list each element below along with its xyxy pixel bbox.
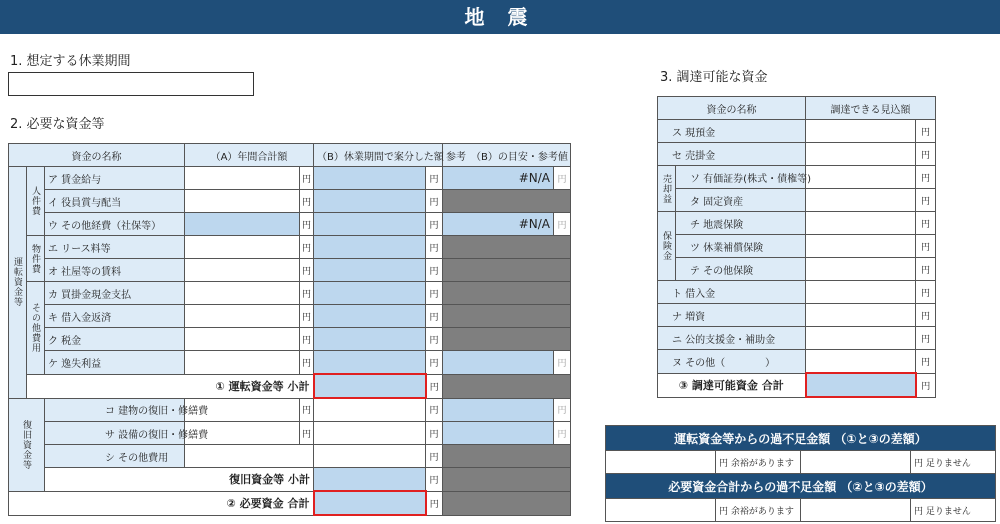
amount-input[interactable] <box>806 304 916 327</box>
amount-input[interactable] <box>806 235 916 258</box>
group-recovery: 復旧資金等 <box>9 398 45 491</box>
yen-unit: 円 <box>300 398 314 422</box>
prorated-cell <box>314 213 426 236</box>
operating-subtotal-value <box>314 374 426 398</box>
required-funds-table <box>8 143 571 516</box>
row-label: ア 賃金給与 <box>45 167 185 190</box>
amount-input[interactable] <box>806 281 916 304</box>
row-label: テ その他保険 <box>676 258 806 281</box>
row-label: ナ 増資 <box>658 304 806 327</box>
row-label: オ 社屋等の賃料 <box>45 259 185 282</box>
disabled-cell <box>443 445 571 468</box>
header-annual: （A）年間合計額 <box>185 144 314 167</box>
available-total-value <box>806 373 916 397</box>
row-label: ス 現預金 <box>658 120 806 143</box>
yen-unit: 円 <box>300 236 314 259</box>
yen-unit: 円 <box>300 259 314 282</box>
prorated-cell <box>314 282 426 305</box>
amount-input[interactable] <box>806 350 916 374</box>
row-label: コ 建物の復旧・修繕費 <box>45 398 185 422</box>
surplus-value <box>606 451 716 474</box>
yen-unit: 円 <box>916 120 936 143</box>
row-label: カ 買掛金現金支払 <box>45 282 185 305</box>
yen-unit: 円 <box>554 167 571 190</box>
prorated-cell <box>314 259 426 282</box>
yen-unit: 円 <box>916 350 936 374</box>
yen-unit: 円 <box>916 189 936 212</box>
yen-unit: 円 <box>426 468 443 492</box>
yen-unit: 円 <box>426 305 443 328</box>
row-label: サ 設備の復旧・修繕費 <box>45 422 185 445</box>
prorated-cell <box>314 351 426 375</box>
yen-unit: 円 <box>426 167 443 190</box>
row-label: ク 税金 <box>45 328 185 351</box>
row-label: シ その他費用 <box>45 445 185 468</box>
row-label: ト 借入金 <box>658 281 806 304</box>
prorated-cell <box>314 236 426 259</box>
header-amount: 調達できる見込額 <box>806 97 936 120</box>
group-other-costs: その他費用 <box>27 282 45 375</box>
yen-unit: 円 <box>916 281 936 304</box>
annual-input[interactable] <box>185 305 300 328</box>
yen-unit: 円 <box>300 213 314 236</box>
closure-period-input[interactable] <box>8 72 254 96</box>
yen-unit: 円 <box>426 398 443 422</box>
group-operating: 運転資金等 <box>9 167 27 399</box>
yen-unit: 円 <box>426 422 443 445</box>
group-personnel: 人件費 <box>27 167 45 236</box>
yen-unit: 円 <box>426 351 443 375</box>
yen-unit: 円 <box>554 422 571 445</box>
row-label: ツ 休業補償保険 <box>676 235 806 258</box>
row-label: ソ 有価証券(株式・債権等) <box>676 166 806 189</box>
shortage-label: 円 足りません <box>911 451 996 474</box>
disabled-cell <box>443 236 571 259</box>
section-2-title: 2. 必要な資金等 <box>10 117 105 132</box>
reference-value <box>443 422 554 445</box>
recovery-subtotal-label: 復旧資金等 小計 <box>45 468 314 492</box>
available-funds-table <box>657 96 936 398</box>
blank-cell <box>185 445 314 468</box>
prorated-cell <box>314 305 426 328</box>
header-name: 資金の名称 <box>658 97 806 120</box>
annual-input[interactable] <box>185 167 300 190</box>
disabled-cell <box>443 259 571 282</box>
prorated-input[interactable] <box>314 445 426 468</box>
row-label: ニ 公的支援金・補助金 <box>658 327 806 350</box>
yen-unit: 円 <box>300 422 314 445</box>
diff-title-operating: 運転資金等からの過不足金額 （①と③の差額） <box>606 426 996 451</box>
disabled-cell <box>443 468 571 492</box>
amount-input[interactable] <box>806 212 916 235</box>
recovery-subtotal-value <box>314 468 426 492</box>
row-label: キ 借入金返済 <box>45 305 185 328</box>
shortage-value <box>801 499 911 522</box>
annual-input[interactable] <box>185 190 300 213</box>
row-label: ヌ その他（ ） <box>658 350 806 374</box>
annual-input[interactable] <box>185 351 300 375</box>
surplus-label: 円 余裕があります <box>716 499 801 522</box>
section-1-title: 1. 想定する休業期間 <box>10 54 131 69</box>
row-label: ウ その他経費（社保等） <box>45 213 185 236</box>
shortage-value <box>801 451 911 474</box>
header-name: 資金の名称 <box>9 144 185 167</box>
amount-input[interactable] <box>806 189 916 212</box>
yen-unit: 円 <box>426 282 443 305</box>
annual-input[interactable] <box>185 328 300 351</box>
prorated-cell <box>314 190 426 213</box>
prorated-cell <box>314 328 426 351</box>
yen-unit: 円 <box>426 374 443 398</box>
group-property: 物件費 <box>27 236 45 282</box>
banner-title: 地 震 <box>0 0 1000 34</box>
yen-unit: 円 <box>916 143 936 166</box>
amount-input[interactable] <box>806 166 916 189</box>
yen-unit: 円 <box>916 258 936 281</box>
reference-value <box>443 398 554 422</box>
yen-unit: 円 <box>426 328 443 351</box>
yen-unit: 円 <box>426 213 443 236</box>
annual-input[interactable] <box>185 213 300 236</box>
surplus-label: 円 余裕があります <box>716 451 801 474</box>
required-total-value <box>314 491 426 515</box>
yen-unit: 円 <box>426 445 443 468</box>
yen-unit: 円 <box>554 351 571 375</box>
prorated-cell <box>314 167 426 190</box>
section-3-title: 3. 調達可能な資金 <box>660 70 768 85</box>
amount-input[interactable] <box>806 143 916 166</box>
annual-input[interactable] <box>185 282 300 305</box>
yen-unit: 円 <box>300 167 314 190</box>
row-label: チ 地震保険 <box>676 212 806 235</box>
disabled-cell <box>443 491 571 515</box>
header-prorated: （B）休業期間で案分した額 <box>314 144 443 167</box>
yen-unit: 円 <box>916 166 936 189</box>
difference-table <box>605 425 996 522</box>
yen-unit: 円 <box>554 398 571 422</box>
yen-unit: 円 <box>916 304 936 327</box>
yen-unit: 円 <box>300 351 314 375</box>
available-total-label: ③ 調達可能資金 合計 <box>658 373 806 397</box>
reference-value: #N/A <box>443 213 554 236</box>
annual-input[interactable] <box>185 259 300 282</box>
yen-unit: 円 <box>916 235 936 258</box>
group-insurance: 保険金 <box>658 212 676 281</box>
diff-title-required: 必要資金合計からの過不足金額 （②と③の差額） <box>606 474 996 499</box>
yen-unit: 円 <box>426 190 443 213</box>
surplus-value <box>606 499 716 522</box>
disabled-cell <box>443 190 571 213</box>
disabled-cell <box>443 328 571 351</box>
yen-unit: 円 <box>300 305 314 328</box>
yen-unit: 円 <box>300 282 314 305</box>
yen-unit: 円 <box>916 373 936 397</box>
yen-unit: 円 <box>916 212 936 235</box>
required-total-label: ② 必要資金 合計 <box>9 491 314 515</box>
annual-input[interactable] <box>185 236 300 259</box>
yen-unit: 円 <box>426 491 443 515</box>
operating-subtotal-label: ① 運転資金等 小計 <box>27 374 314 398</box>
header-reference: 参考 （B）の目安・参考値 <box>443 144 571 167</box>
shortage-label: 円 足りません <box>911 499 996 522</box>
row-label: セ 売掛金 <box>658 143 806 166</box>
yen-unit: 円 <box>300 328 314 351</box>
amount-input[interactable] <box>806 327 916 350</box>
row-label: タ 固定資産 <box>676 189 806 212</box>
row-label: イ 役員賞与配当 <box>45 190 185 213</box>
yen-unit: 円 <box>554 213 571 236</box>
reference-value <box>443 351 554 375</box>
group-sale-gain: 売却益 <box>658 166 676 212</box>
disabled-cell <box>443 374 571 398</box>
yen-unit: 円 <box>916 327 936 350</box>
prorated-input[interactable] <box>314 422 426 445</box>
disabled-cell <box>443 305 571 328</box>
row-label: ケ 逸失利益 <box>45 351 185 375</box>
amount-input[interactable] <box>806 258 916 281</box>
yen-unit: 円 <box>426 236 443 259</box>
yen-unit: 円 <box>426 259 443 282</box>
reference-value: #N/A <box>443 167 554 190</box>
prorated-input[interactable] <box>314 398 426 422</box>
row-label: エ リース料等 <box>45 236 185 259</box>
amount-input[interactable] <box>806 120 916 143</box>
yen-unit: 円 <box>300 190 314 213</box>
disabled-cell <box>443 282 571 305</box>
